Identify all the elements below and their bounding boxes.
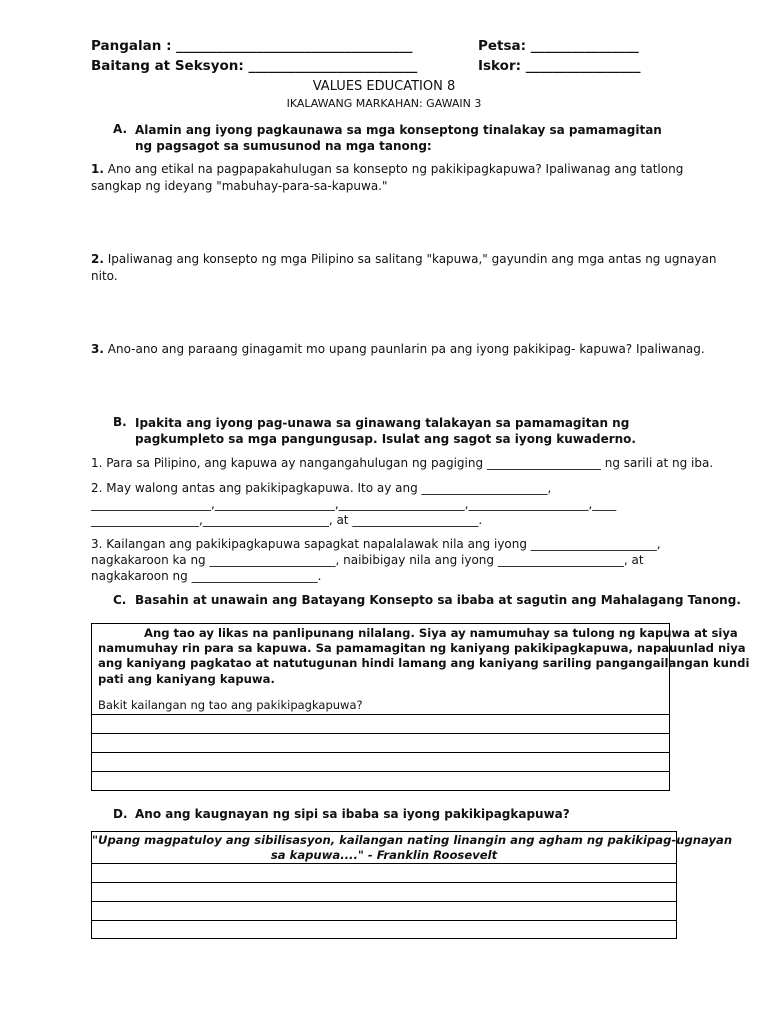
page-title: VALUES EDUCATION 8 <box>312 79 456 94</box>
section-b-letter: B. <box>113 415 127 429</box>
answer-line-d4[interactable] <box>92 920 676 921</box>
section-a-letter: A. <box>113 122 128 136</box>
quote-line-1: "Upang magpatuloy ang sibilisasyon, kailangan nating linangin ang agham ng pakikipag-ugnayan <box>92 833 733 847</box>
quote-line-2: sa kapuwa...." - Franklin Roosevelt <box>270 848 498 862</box>
concept-text <box>92 626 759 687</box>
item-b3-line3: nagkakaroon ng _____________________. <box>91 569 322 583</box>
item-b2-line1: 2. May walong antas ang pakikipagkapuwa. Ito ay ang _____________________, <box>91 481 552 495</box>
concept-line-4: pati ang kaniyang kapuwa. <box>98 671 275 686</box>
score-field-label: Iskor: _________________ <box>478 58 641 74</box>
section-c-letter: C. <box>113 593 127 607</box>
question-a2-line1: Ipaliwanag ang konsepto ng mga Pilipino sa salitang "kapuwa," gayundin ang mga antas ng ugnayan <box>107 252 717 266</box>
question-a1-number: 1. <box>91 162 104 176</box>
item-b2-line3: __________________,_____________________, at _____________________. <box>91 513 483 527</box>
section-b-instruction: Ipakita ang iyong pag-unawa sa ginawang talakayan sa pamamagitan ng pagkumpleto sa mga pangungusap. Isulat ang sagot sa iyong kuwaderno. <box>135 416 636 446</box>
concept-line-2: namumuhay rin para sa kapuwa. Sa pamamagitan ng kaniyang pakikipagkapuwa, napauunlad niya <box>98 641 746 656</box>
question-a1 <box>91 162 683 176</box>
answer-line-d3[interactable] <box>92 901 676 902</box>
question-a1-line1: Ano ang etikal na pagpapakahulugan sa konsepto ng pakikipagkapuwa? Ipaliwanag ang tatlong <box>107 162 684 176</box>
question-a3-line1: Ano-ano ang paraang ginagamit mo upang paunlarin pa ang iyong pakikipag- kapuwa? Ipaliwanag. <box>107 342 705 356</box>
question-a2-number: 2. <box>91 252 104 266</box>
date-field-label: Petsa: ________________ <box>478 38 639 54</box>
answer-line-c3[interactable] <box>92 752 669 753</box>
section-a-instruction: Alamin ang iyong pagkaunawa sa mga konseptong tinalakay sa pamamagitan ng pagsagot sa sumusunod na mga tanong: <box>135 123 662 153</box>
item-b1: 1. Para sa Pilipino, ang kapuwa ay nangangahulugan ng pagiging ___________________ ng sarili at ng iba. <box>91 456 714 470</box>
concept-box <box>91 623 750 791</box>
question-a1-line2: sangkap ng ideyang "mabuhay-para-sa-kapuwa." <box>91 179 388 193</box>
question-a3-number: 3. <box>91 342 104 356</box>
concept-question: Bakit kailangan ng tao ang pakikipagkapuwa? <box>98 698 363 712</box>
item-b2-line2: ____________________,____________________,_____________________,____________________,____ <box>91 497 617 511</box>
concept-line-1: Ang tao ay likas na panlipunang nilalang. Siya ay namumuhay sa tulong ng kapuwa at siya <box>144 626 738 640</box>
name-field-label: Pangalan : ___________________________________ <box>91 38 413 54</box>
item-b3-line2: nagkakaroon ka ng _____________________, naibibigay nila ang iyong _____________________, at <box>91 553 644 567</box>
concept-line-3: ang kaniyang pagkatao at natutugunan hindi lamang ang kaniyang sariling pangangailangan kundi <box>98 656 750 671</box>
question-a2 <box>91 252 716 266</box>
section-c-instruction: Basahin at unawain ang Batayang Konsepto sa ibaba at sagutin ang Mahalagang Tanong. <box>135 593 741 607</box>
answer-line-c4[interactable] <box>92 771 669 772</box>
answer-line-c2[interactable] <box>92 733 669 734</box>
answer-line-d2[interactable] <box>92 882 676 883</box>
question-a3 <box>91 342 705 356</box>
page-subtitle: IKALAWANG MARKAHAN: GAWAIN 3 <box>286 97 482 110</box>
question-a2-line2: nito. <box>91 269 118 283</box>
section-d-letter: D. <box>113 807 128 821</box>
grade-section-field-label: Baitang at Seksyon: _________________________ <box>91 58 418 74</box>
section-d-instruction: Ano ang kaugnayan ng sipi sa ibaba sa iyong pakikipagkapuwa? <box>135 807 570 821</box>
quote-box <box>91 831 733 939</box>
answer-line-d1[interactable] <box>92 863 676 864</box>
item-b3-line1: 3. Kailangan ang pakikipagkapuwa sapagkat napalalawak nila ang iyong _____________________, <box>91 537 661 551</box>
answer-line-c1[interactable] <box>92 714 669 715</box>
